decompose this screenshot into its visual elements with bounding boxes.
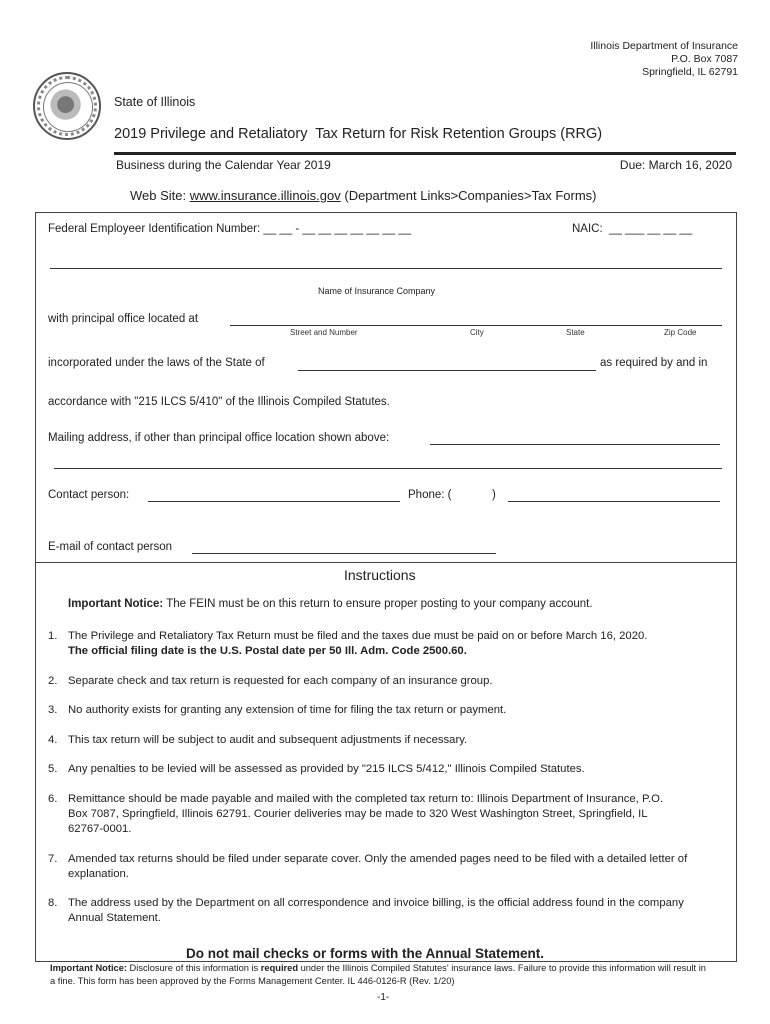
company-name-line[interactable]	[50, 268, 722, 269]
website-prefix: Web Site:	[130, 188, 190, 203]
street-caption: Street and Number	[290, 328, 358, 337]
form-title: 2019 Privilege and Retaliatory Tax Return for Risk Retention Groups (RRG)	[114, 126, 603, 142]
item-text: No authority exists for granting any extension of time for filing the tax return or payment.	[68, 704, 507, 716]
notice-text: The FEIN must be on this return to ensure proper posting to your company account.	[163, 598, 593, 610]
website-link[interactable]: www.insurance.illinois.gov	[189, 188, 341, 203]
contact-label: Contact person:	[48, 489, 130, 501]
item-number: 3.	[48, 704, 58, 716]
incorporated-label: incorporated under the laws of the State of	[48, 357, 265, 369]
email-label: E-mail of contact person	[48, 541, 173, 553]
footer-notice	[50, 962, 710, 988]
principal-office-line[interactable]	[230, 325, 722, 326]
footer-notice-part1: Disclosure of this information is	[126, 963, 261, 973]
company-info-box	[35, 212, 737, 563]
as-required-text: as required by and in	[600, 357, 708, 369]
contact-line[interactable]	[148, 501, 400, 502]
item-text: The Privilege and Retaliatory Tax Return must be filed and the taxes due must be paid on or before March 16, 2020.	[68, 630, 648, 642]
footer-notice-part2: under the Illinois Compiled Statutes' insurance laws. Failure to provide this information will result in a fine. This form has been approved by the Forms Management Center. IL 446-0126-R (Rev. 1/20)	[50, 963, 706, 986]
fein-field[interactable]: Federal Employeer Identification Number: __ __ - __ __ __ __ __ __ __	[48, 223, 412, 235]
item-text: Separate check and tax return is requested for each company of an insurance group.	[68, 675, 493, 687]
item-number: 6.	[48, 793, 58, 805]
instructions-heading: Instructions	[344, 567, 416, 583]
phone-close: )	[492, 489, 496, 501]
item-bold-text: The official filing date is the U.S. Postal date per 50 Ill. Adm. Code 2500.60.	[68, 645, 467, 657]
annual-statement-warning: Do not mail checks or forms with the Annual Statement.	[186, 946, 545, 961]
state-caption: State	[566, 328, 585, 337]
naic-field[interactable]: NAIC: __ ___ __ __ __	[572, 223, 693, 235]
fein-notice	[68, 598, 593, 610]
email-line[interactable]	[192, 553, 496, 554]
business-year: Business during the Calendar Year 2019	[116, 158, 331, 172]
mailing-label: Mailing address, if other than principal office location shown above:	[48, 432, 390, 444]
item-number: 2.	[48, 675, 58, 687]
item-number: 1.	[48, 630, 58, 642]
state-name: State of Illinois	[114, 95, 196, 109]
phone-label: Phone: (	[408, 489, 452, 501]
title-rule	[114, 152, 736, 155]
city-caption: City	[470, 328, 484, 337]
department-address	[590, 40, 738, 79]
website-suffix: (Department Links>Companies>Tax Forms)	[340, 188, 597, 203]
illinois-state-seal-icon	[33, 72, 101, 140]
zip-caption: Zip Code	[664, 328, 697, 337]
phone-line[interactable]	[508, 501, 720, 502]
item-text: The address used by the Department on all correspondence and invoice billing, is the official address found in the company Annual Statement.	[68, 897, 684, 924]
address-line: Springfield, IL 62791	[642, 66, 738, 78]
incorporated-state-line[interactable]	[298, 370, 596, 371]
address-line: Illinois Department of Insurance	[590, 40, 738, 52]
footer-notice-bold: Important Notice:	[50, 963, 127, 973]
website-line	[130, 188, 597, 203]
footer-required: required	[260, 963, 298, 973]
page-number: -1-	[377, 992, 390, 1003]
seal-eagle	[43, 82, 93, 132]
principal-office-label: with principal office located at	[48, 313, 199, 325]
due-date: Due: March 16, 2020	[619, 158, 732, 172]
item-number: 4.	[48, 734, 58, 746]
address-line: P.O. Box 7087	[671, 53, 738, 65]
item-number: 7.	[48, 853, 58, 865]
notice-bold: Important Notice:	[68, 598, 164, 610]
item-text: Remittance should be made payable and mailed with the completed tax return to: Illinois Department of Insurance, P.O. Box 7087, Springfield, Illinois 62791. Courier deliveries may be made to 320 West Washington Street, Springfield, IL 62767-0001.	[68, 793, 664, 835]
mailing-line-2[interactable]	[54, 468, 722, 469]
accordance-text: accordance with "215 ILCS 5/410" of the Illinois Compiled Statutes.	[48, 396, 390, 408]
company-name-caption: Name of Insurance Company	[318, 286, 436, 296]
item-number: 5.	[48, 763, 58, 775]
item-text: Any penalties to be levied will be assessed as provided by "215 ILCS 5/412," Illinois Compiled Statutes.	[68, 763, 585, 775]
item-text: Amended tax returns should be filed under separate cover. Only the amended pages need to be filed with a detailed letter of explanation.	[68, 853, 688, 880]
mailing-line-1[interactable]	[430, 444, 720, 445]
item-text: This tax return will be subject to audit and subsequent adjustments if necessary.	[68, 734, 468, 746]
item-number: 8.	[48, 897, 58, 909]
